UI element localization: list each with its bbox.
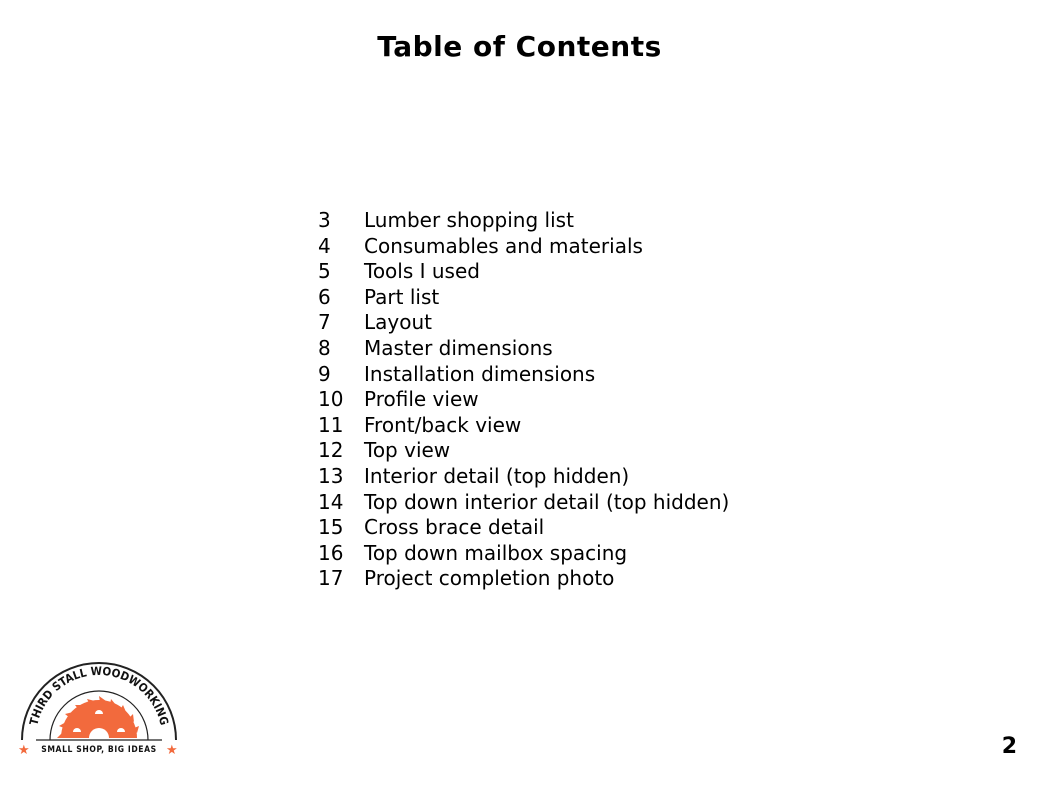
brand-logo <box>14 660 184 760</box>
toc-entry-label: Front/back view <box>364 412 522 437</box>
logo-tagline: SMALL SHOP, BIG IDEAS <box>41 745 157 755</box>
star-icon: ★ <box>18 743 30 758</box>
toc-page-number: 14 <box>318 489 344 514</box>
toc-page-number: 7 <box>318 310 331 335</box>
logo-arc-text: THIRD STALL WOODWORKING <box>26 663 172 727</box>
toc-page-number: 12 <box>318 438 344 463</box>
toc-entry-label: Installation dimensions <box>364 361 596 386</box>
toc-entry-label: Part list <box>364 284 440 309</box>
toc-entry <box>318 362 729 388</box>
toc-page-number: 5 <box>318 259 331 284</box>
toc-page-number: 11 <box>318 412 344 437</box>
toc-entry <box>318 490 729 516</box>
toc-entry <box>318 234 729 260</box>
toc-entry <box>318 310 729 336</box>
toc-entry <box>318 413 729 439</box>
page-title: Table of Contents <box>377 30 662 63</box>
star-icon: ★ <box>166 743 178 758</box>
toc-entry <box>318 566 729 592</box>
toc-entry-label: Cross brace detail <box>364 515 545 540</box>
toc-entry <box>318 438 729 464</box>
toc-entry-label: Layout <box>364 310 432 335</box>
toc-entry-label: Interior detail (top hidden) <box>364 463 630 488</box>
toc-entry <box>318 541 729 567</box>
toc-entry <box>318 515 729 541</box>
toc-page-number: 6 <box>318 284 331 309</box>
toc-entry <box>318 259 729 285</box>
toc-page-number: 16 <box>318 540 344 565</box>
toc-entry <box>318 387 729 413</box>
table-of-contents <box>318 208 729 592</box>
toc-entry-label: Master dimensions <box>364 335 553 360</box>
toc-entry <box>318 336 729 362</box>
toc-page-number: 8 <box>318 335 331 360</box>
toc-entry-label: Tools I used <box>364 259 480 284</box>
toc-page-number: 17 <box>318 566 344 591</box>
toc-entry <box>318 285 729 311</box>
toc-entry-label: Consumables and materials <box>364 233 643 258</box>
toc-entry-label: Lumber shopping list <box>364 208 574 232</box>
toc-page-number: 4 <box>318 233 331 258</box>
toc-page-number: 9 <box>318 361 331 386</box>
toc-page-number: 13 <box>318 463 344 488</box>
toc-entry-label: Top down interior detail (top hidden) <box>364 489 730 514</box>
toc-entry-label: Profile view <box>364 387 479 412</box>
page-number: 2 <box>1001 734 1017 759</box>
toc-entry <box>318 208 729 234</box>
toc-entry-label: Project completion photo <box>364 566 615 591</box>
toc-entry-label: Top down mailbox spacing <box>364 540 628 565</box>
saw-blade-icon <box>57 696 139 738</box>
toc-page-number: 10 <box>318 387 344 412</box>
toc-page-number: 15 <box>318 515 344 540</box>
toc-entry <box>318 464 729 490</box>
toc-page-number: 3 <box>318 208 331 232</box>
toc-entry-label: Top view <box>364 438 451 463</box>
